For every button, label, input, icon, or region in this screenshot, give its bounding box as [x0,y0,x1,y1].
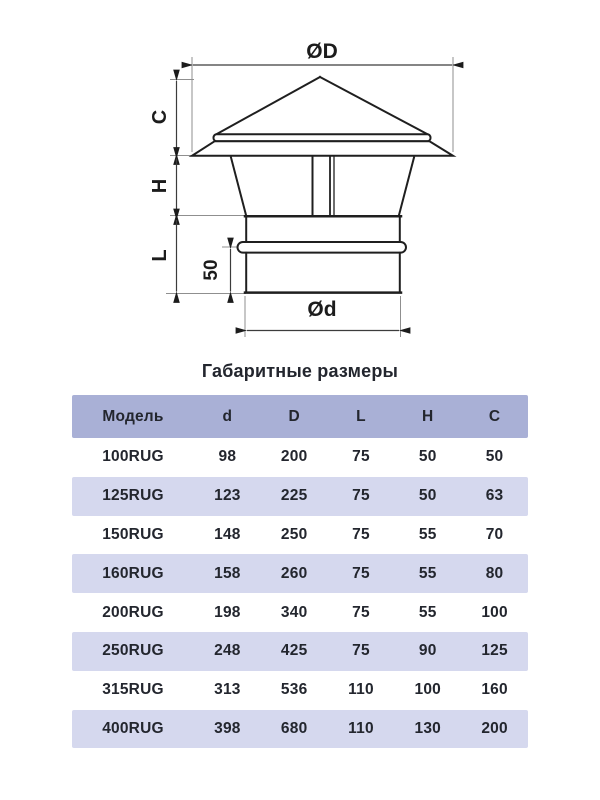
table-row [72,632,528,671]
model-cell: 250RUG [102,642,164,660]
value-cell: 248 [214,642,241,660]
roof-cap-outline [192,77,453,293]
value-cell: 50 [418,448,437,466]
socket-depth-label: 50 [201,259,222,281]
model-cell: 200RUG [102,603,164,621]
collar-height-label: L [149,249,171,262]
dim-outer-diameter [193,40,452,65]
dim-socket-depth [201,249,231,292]
model-cell: 160RUG [102,564,164,582]
value-cell: 158 [214,564,241,582]
dim-collar-height [149,220,177,292]
value-cell: 198 [214,603,241,621]
cap-height-label: C [149,109,171,125]
model-cell: 400RUG [102,719,164,737]
extension-lines [166,57,453,337]
value-cell: 100 [481,603,508,621]
table-header-row [72,395,528,438]
value-cell: 75 [352,642,370,660]
value-cell: 55 [418,603,437,621]
value-cell: 160 [481,681,508,699]
table-row [72,438,528,477]
table-row [72,477,528,516]
value-cell: 55 [418,564,437,582]
value-cell: 425 [280,642,308,660]
header-H: H [422,407,434,425]
value-cell: 50 [485,448,504,466]
value-cell: 200 [481,719,508,737]
value-cell: 50 [418,487,437,505]
value-cell: 680 [280,719,308,737]
value-cell: 98 [218,448,237,466]
outer-diameter-label: ØD [306,40,338,63]
table-row [72,516,528,555]
value-cell: 125 [481,642,508,660]
value-cell: 75 [352,448,370,466]
value-cell: 130 [414,719,441,737]
roof-cap-dimension-drawing [0,0,600,352]
table-row [72,671,528,710]
table-title: Габаритные размеры [201,361,399,381]
table-row [72,593,528,632]
value-cell: 250 [280,525,308,543]
value-cell: 340 [280,603,308,621]
value-cell: 110 [348,681,374,699]
value-cell: 225 [280,487,308,505]
value-cell: 200 [280,448,308,466]
value-cell: 148 [214,525,241,543]
table-row [72,710,528,749]
header-d: d [222,407,233,425]
value-cell: 260 [280,564,308,582]
model-cell: 315RUG [102,681,164,699]
model-cell: 100RUG [102,448,164,466]
model-cell: 150RUG [102,525,164,543]
value-cell: 90 [418,642,437,660]
dim-cap-height [149,81,177,154]
header-L: L [356,407,366,425]
value-cell: 75 [352,564,370,582]
value-cell: 536 [280,681,308,699]
cone-height-label: H [149,178,171,194]
value-cell: 100 [414,681,441,699]
value-cell: 55 [418,525,437,543]
value-cell: 123 [214,487,241,505]
dimensions-table [72,395,528,748]
model-cell: 125RUG [102,487,164,505]
value-cell: 70 [485,525,504,543]
dim-inner-diameter [247,298,399,331]
table-row [72,554,528,593]
dim-cone-height [149,159,177,214]
inner-diameter-label: Ød [307,298,337,321]
value-cell: 80 [485,564,504,582]
header-model: Модель [102,407,164,425]
header-C: C [488,407,501,425]
header-D: D [288,407,300,425]
value-cell: 63 [485,487,504,505]
value-cell: 75 [352,487,370,505]
value-cell: 75 [352,603,370,621]
value-cell: 110 [348,719,374,737]
value-cell: 75 [352,525,370,543]
value-cell: 398 [214,719,241,737]
value-cell: 313 [214,681,241,699]
